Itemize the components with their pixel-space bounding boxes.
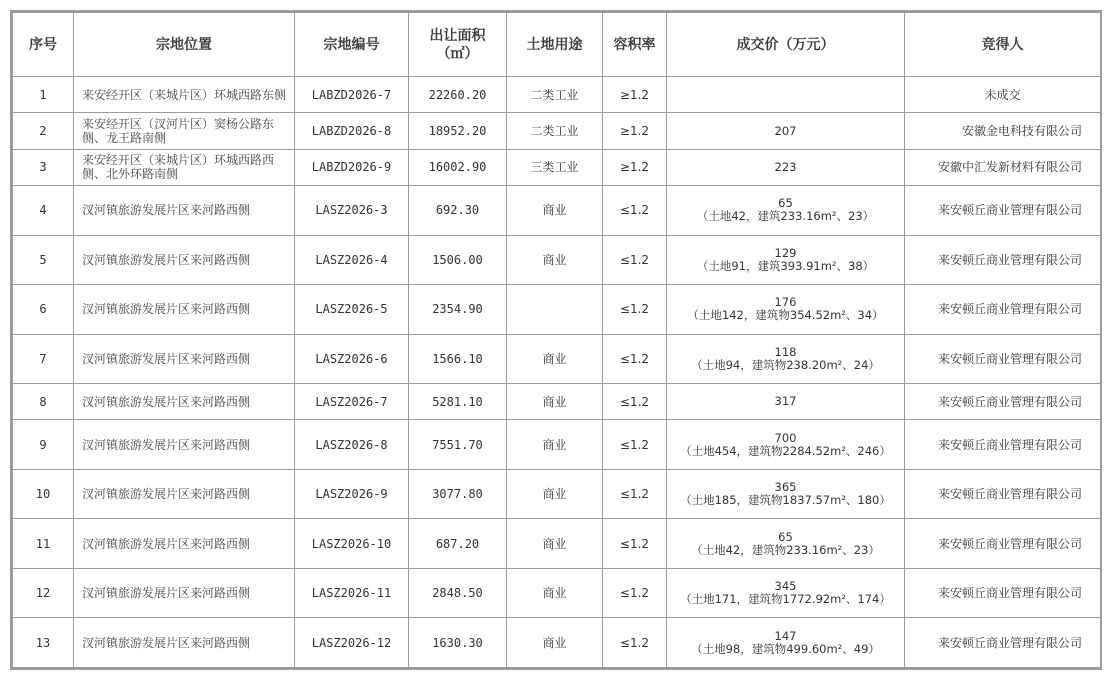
- cell-area: 7551.70: [409, 420, 507, 470]
- cell-use: 商业: [507, 334, 603, 384]
- cell-winner: 来安顿丘商业管理有限公司: [905, 469, 1101, 519]
- header-price: 成交价（万元）: [667, 13, 905, 77]
- price-breakdown: （土地42，建筑233.16m²、23）: [696, 209, 875, 224]
- cell-no: 11: [13, 519, 74, 569]
- cell-code: LABZD2026-9: [295, 149, 409, 185]
- header-no: 序号: [13, 13, 74, 77]
- cell-code: LASZ2026-7: [295, 384, 409, 420]
- cell-area: 1506.00: [409, 235, 507, 285]
- cell-far: ≤1.2: [603, 384, 667, 420]
- cell-location: 汊河镇旅游发展片区来河路西侧: [74, 334, 295, 384]
- price-total: 700: [774, 430, 797, 445]
- cell-code: LABZD2026-8: [295, 113, 409, 149]
- cell-winner: 来安顿丘商业管理有限公司: [905, 235, 1101, 285]
- cell-far: ≤1.2: [603, 235, 667, 285]
- table-row: [13, 77, 1101, 113]
- cell-area: 692.30: [409, 186, 507, 236]
- price-breakdown: （土地454，建筑物2284.52m²、246）: [680, 443, 891, 458]
- land-transfer-table-frame: [10, 10, 1102, 670]
- table-row: [13, 186, 1101, 236]
- cell-price: [667, 618, 905, 668]
- cell-winner: 来安顿丘商业管理有限公司: [905, 334, 1101, 384]
- cell-price: [667, 235, 905, 285]
- cell-code: LASZ2026-8: [295, 420, 409, 470]
- price-breakdown: （土地142，建筑物354.52m²、34）: [687, 308, 884, 323]
- cell-area: 1566.10: [409, 334, 507, 384]
- cell-location: 汊河镇旅游发展片区来河路西侧: [74, 384, 295, 420]
- cell-code: LASZ2026-9: [295, 469, 409, 519]
- cell-far: ≥1.2: [603, 77, 667, 113]
- price-breakdown: （土地98，建筑物499.60m²、49）: [691, 641, 880, 656]
- cell-winner: 来安顿丘商业管理有限公司: [905, 420, 1101, 470]
- price-total: 317: [774, 394, 797, 409]
- cell-winner: 来安顿丘商业管理有限公司: [905, 618, 1101, 668]
- cell-area: 687.20: [409, 519, 507, 569]
- cell-use: 商业: [507, 618, 603, 668]
- cell-no: 8: [13, 384, 74, 420]
- cell-price: [667, 469, 905, 519]
- cell-no: 7: [13, 334, 74, 384]
- price-total: 176: [774, 295, 797, 310]
- table-row: [13, 519, 1101, 569]
- header-area: [409, 13, 507, 77]
- cell-code: LASZ2026-12: [295, 618, 409, 668]
- price-total: 65: [778, 529, 793, 544]
- price-total: 65: [778, 196, 793, 211]
- cell-no: 3: [13, 149, 74, 185]
- cell-location: 汊河镇旅游发展片区来河路西侧: [74, 568, 295, 618]
- cell-code: LASZ2026-11: [295, 568, 409, 618]
- cell-use: 二类工业: [507, 77, 603, 113]
- cell-no: 1: [13, 77, 74, 113]
- table-row: [13, 113, 1101, 149]
- cell-far: ≤1.2: [603, 186, 667, 236]
- cell-winner: 未成交: [905, 77, 1101, 113]
- price-breakdown: （土地185，建筑物1837.57m²、180）: [680, 493, 891, 508]
- cell-use: 商业: [507, 420, 603, 470]
- cell-no: 5: [13, 235, 74, 285]
- table-row: [13, 618, 1101, 668]
- cell-location: 汊河镇旅游发展片区来河路西侧: [74, 420, 295, 470]
- table-row: [13, 384, 1101, 420]
- header-row: [13, 13, 1101, 77]
- cell-far: ≤1.2: [603, 568, 667, 618]
- cell-location: 汊河镇旅游发展片区来河路西侧: [74, 235, 295, 285]
- cell-no: 9: [13, 420, 74, 470]
- cell-price: [667, 384, 905, 420]
- price-total: 147: [774, 628, 797, 643]
- cell-winner: 来安顿丘商业管理有限公司: [905, 519, 1101, 569]
- cell-code: LASZ2026-3: [295, 186, 409, 236]
- cell-far: ≤1.2: [603, 334, 667, 384]
- cell-use: 商业: [507, 235, 603, 285]
- table-row: [13, 149, 1101, 185]
- table-row: [13, 285, 1101, 335]
- cell-use: 商业: [507, 384, 603, 420]
- header-far: 容积率: [603, 13, 667, 77]
- cell-area: 18952.20: [409, 113, 507, 149]
- cell-price: [667, 186, 905, 236]
- cell-no: 2: [13, 113, 74, 149]
- cell-location: 来安经开区（来城片区）环城西路西侧、北外环路南侧: [74, 149, 295, 185]
- cell-far: ≤1.2: [603, 469, 667, 519]
- cell-use: 商业: [507, 519, 603, 569]
- cell-price: [667, 113, 905, 149]
- cell-no: 10: [13, 469, 74, 519]
- table-body: [13, 77, 1101, 668]
- cell-location: 来安经开区（来城片区）环城西路东侧: [74, 77, 295, 113]
- price-total: 345: [774, 579, 797, 594]
- cell-far: ≤1.2: [603, 519, 667, 569]
- header-area-line1: 出让面积: [429, 27, 486, 44]
- cell-price: [667, 568, 905, 618]
- cell-code: LASZ2026-6: [295, 334, 409, 384]
- cell-winner: 安徽金电科技有限公司: [905, 113, 1101, 149]
- cell-location: 汊河镇旅游发展片区来河路西侧: [74, 519, 295, 569]
- price-breakdown: （土地171，建筑物1772.92m²、174）: [680, 592, 891, 607]
- cell-code: LASZ2026-4: [295, 235, 409, 285]
- cell-location: 汊河镇旅游发展片区来河路西侧: [74, 469, 295, 519]
- cell-use: [507, 285, 603, 335]
- cell-winner: 安徽中汇发新材料有限公司: [905, 149, 1101, 185]
- cell-far: ≤1.2: [603, 618, 667, 668]
- table-row: [13, 235, 1101, 285]
- cell-location: 汊河镇旅游发展片区来河路西侧: [74, 618, 295, 668]
- header-location: 宗地位置: [74, 13, 295, 77]
- cell-far: ≤1.2: [603, 420, 667, 470]
- cell-use: 商业: [507, 568, 603, 618]
- cell-use: 商业: [507, 469, 603, 519]
- price-breakdown: （土地91，建筑393.91m²、38）: [696, 258, 875, 273]
- cell-use: 二类工业: [507, 113, 603, 149]
- cell-price: [667, 77, 905, 113]
- cell-location: 来安经开区（汊河片区）窦杨公路东侧、龙王路南侧: [74, 113, 295, 149]
- header-winner: 竞得人: [905, 13, 1101, 77]
- cell-no: 12: [13, 568, 74, 618]
- price-breakdown: （土地42，建筑物233.16m²、23）: [691, 542, 880, 557]
- cell-price: [667, 420, 905, 470]
- cell-winner: 来安顿丘商业管理有限公司: [905, 568, 1101, 618]
- table-row: [13, 420, 1101, 470]
- cell-price: [667, 519, 905, 569]
- cell-price: [667, 149, 905, 185]
- cell-winner: 来安顿丘商业管理有限公司: [905, 186, 1101, 236]
- cell-no: 13: [13, 618, 74, 668]
- cell-far: ≥1.2: [603, 149, 667, 185]
- cell-area: 3077.80: [409, 469, 507, 519]
- cell-use: 商业: [507, 186, 603, 236]
- cell-winner: 来安顿丘商业管理有限公司: [905, 384, 1101, 420]
- cell-area: 1630.30: [409, 618, 507, 668]
- cell-price: [667, 285, 905, 335]
- cell-location: 汊河镇旅游发展片区来河路西侧: [74, 186, 295, 236]
- price-total: 207: [774, 123, 797, 138]
- cell-code: LASZ2026-5: [295, 285, 409, 335]
- cell-location: 汊河镇旅游发展片区来河路西侧: [74, 285, 295, 335]
- cell-no: 4: [13, 186, 74, 236]
- cell-winner: 来安顿丘商业管理有限公司: [905, 285, 1101, 335]
- cell-far: ≤1.2: [603, 285, 667, 335]
- table-row: [13, 334, 1101, 384]
- cell-no: 6: [13, 285, 74, 335]
- price-total: 129: [774, 245, 797, 260]
- cell-code: LASZ2026-10: [295, 519, 409, 569]
- cell-area: 16002.90: [409, 149, 507, 185]
- cell-area: 22260.20: [409, 77, 507, 113]
- price-total: 223: [774, 159, 797, 174]
- price-total: 118: [774, 344, 797, 359]
- cell-far: ≥1.2: [603, 113, 667, 149]
- cell-area: 5281.10: [409, 384, 507, 420]
- header-code: 宗地编号: [295, 13, 409, 77]
- cell-area: 2354.90: [409, 285, 507, 335]
- cell-price: [667, 334, 905, 384]
- land-transfer-table: [12, 12, 1101, 668]
- cell-use: 三类工业: [507, 149, 603, 185]
- table-row: [13, 469, 1101, 519]
- cell-code: LABZD2026-7: [295, 77, 409, 113]
- cell-area: 2848.50: [409, 568, 507, 618]
- price-total: 365: [774, 480, 797, 495]
- price-breakdown: （土地94，建筑物238.20m²、24）: [691, 357, 880, 372]
- table-row: [13, 568, 1101, 618]
- header-area-line2: （㎡）: [436, 45, 479, 62]
- header-use: 土地用途: [507, 13, 603, 77]
